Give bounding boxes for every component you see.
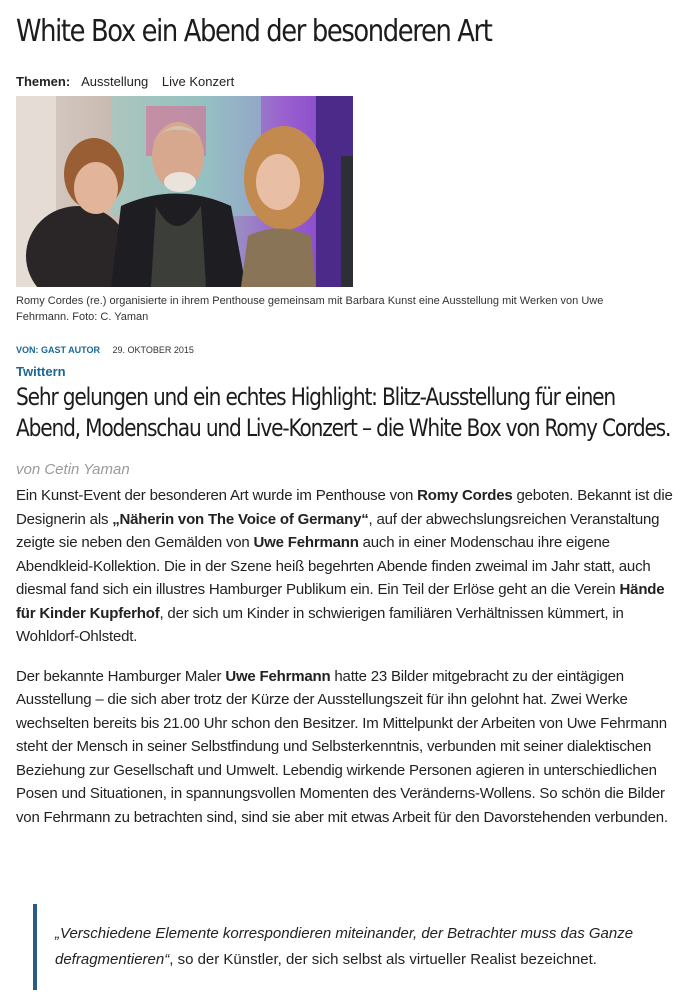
themes-label: Themen:	[16, 74, 71, 89]
text-segment: auch in einer Modenschau ihre eigene Abendkleid-Kollektion. Die in der Szene heiß begehrten Abende finden zweimal im Jahr statt, auch diesmal fand sich ein illustres Hamburger Publikum ein. Ein Teil der Erlöse geht an die Verein	[16, 534, 651, 598]
bold-name-uwe-fehrmann: Uwe Fehrmann	[225, 667, 331, 685]
themes-row	[16, 74, 244, 89]
author-link[interactable]: VON: GAST AUTOR	[16, 345, 101, 355]
quote-attribution-text: , so der Künstler, der sich selbst als virtueller Realist bezeichnet.	[169, 951, 597, 968]
photo-caption: Romy Cordes (re.) organisierte in ihrem Penthouse gemeinsam mit Barbara Kunst eine Ausstellung mit Werken von Uwe Fehrmann. Foto: C. Yaman	[16, 295, 604, 323]
text-segment: , der sich um Kinder in schwierigen familiären Verhältnissen kümmert, in Wohldorf-Ohlstedt.	[16, 604, 624, 645]
bold-name-uwe-fehrmann: Uwe Fehrmann	[253, 534, 359, 551]
text-segment: , auf der abwechslungsreichen Veranstaltung zeigte sie neben den Gemälden von	[16, 510, 660, 551]
photo-illustration	[16, 96, 353, 287]
theme-link-ausstellung[interactable]: Ausstellung	[81, 74, 149, 89]
text-segment: Der bekannte Hamburger Maler	[16, 667, 226, 685]
byline: von Cetin Yaman	[16, 461, 130, 478]
article-headline: Sehr gelungen und ein echtes Highlight: Blitz-Ausstellung für einen Abend, Modenschau und Live-Konzert – die White Box von Romy Cordes.	[16, 383, 671, 442]
text-segment: geboten. Bekannt ist die Designerin als	[16, 487, 673, 528]
article-title: White Box ein Abend der besonderen Art	[16, 14, 492, 49]
bold-naeherin: „Näherin von The Voice of Germany“	[112, 510, 369, 528]
article-meta	[16, 345, 194, 355]
paragraph-1	[16, 484, 676, 649]
twitter-share-link[interactable]: Twittern	[16, 364, 66, 379]
quote-italic-text: „Verschiedene Elemente korrespondieren miteinander, der Betrachter muss das Ganze defragmentieren“	[55, 925, 634, 968]
pull-quote	[33, 904, 643, 990]
bold-charity-name: Hände für Kinder Kupferhof	[16, 581, 665, 622]
paragraph-2	[16, 665, 676, 830]
bold-name-romy-cordes: Romy Cordes	[417, 487, 513, 504]
text-segment: hatte 23 Bilder mitgebracht zu der eintägigen Ausstellung – die sich aber trotz der Kürze der Ausstellungszeit für ihn gelohnt hat. Zwei Werke wechselten bereits bis 21.00 Uhr schon den Besitzer. Im Mittelpunkt der Arbeiten von Uwe Fehrmann steht der Mensch in seiner Selbstfindung und Selbsterkenntnis, verbunden mit seiner dialektischen Beziehung zur Gesellschaft und Umwelt. Lebendig wirkende Personen agieren in unterschiedlichen Posen und Situationen, in spannungsvollen Momenten des Veränderns-Wollens. So schön die Bilder von Fehrmann zu betrachten sind, sind sie aber mit etwas Arbeit für den Davorstehenden verbunden.	[16, 667, 668, 826]
article-body	[16, 484, 676, 829]
article-photo	[16, 96, 353, 287]
publish-date: 29. OKTOBER 2015	[112, 345, 194, 355]
theme-link-live-konzert[interactable]: Live Konzert	[161, 74, 235, 89]
text-segment: Ein Kunst-Event der besonderen Art wurde im Penthouse von	[16, 487, 418, 504]
